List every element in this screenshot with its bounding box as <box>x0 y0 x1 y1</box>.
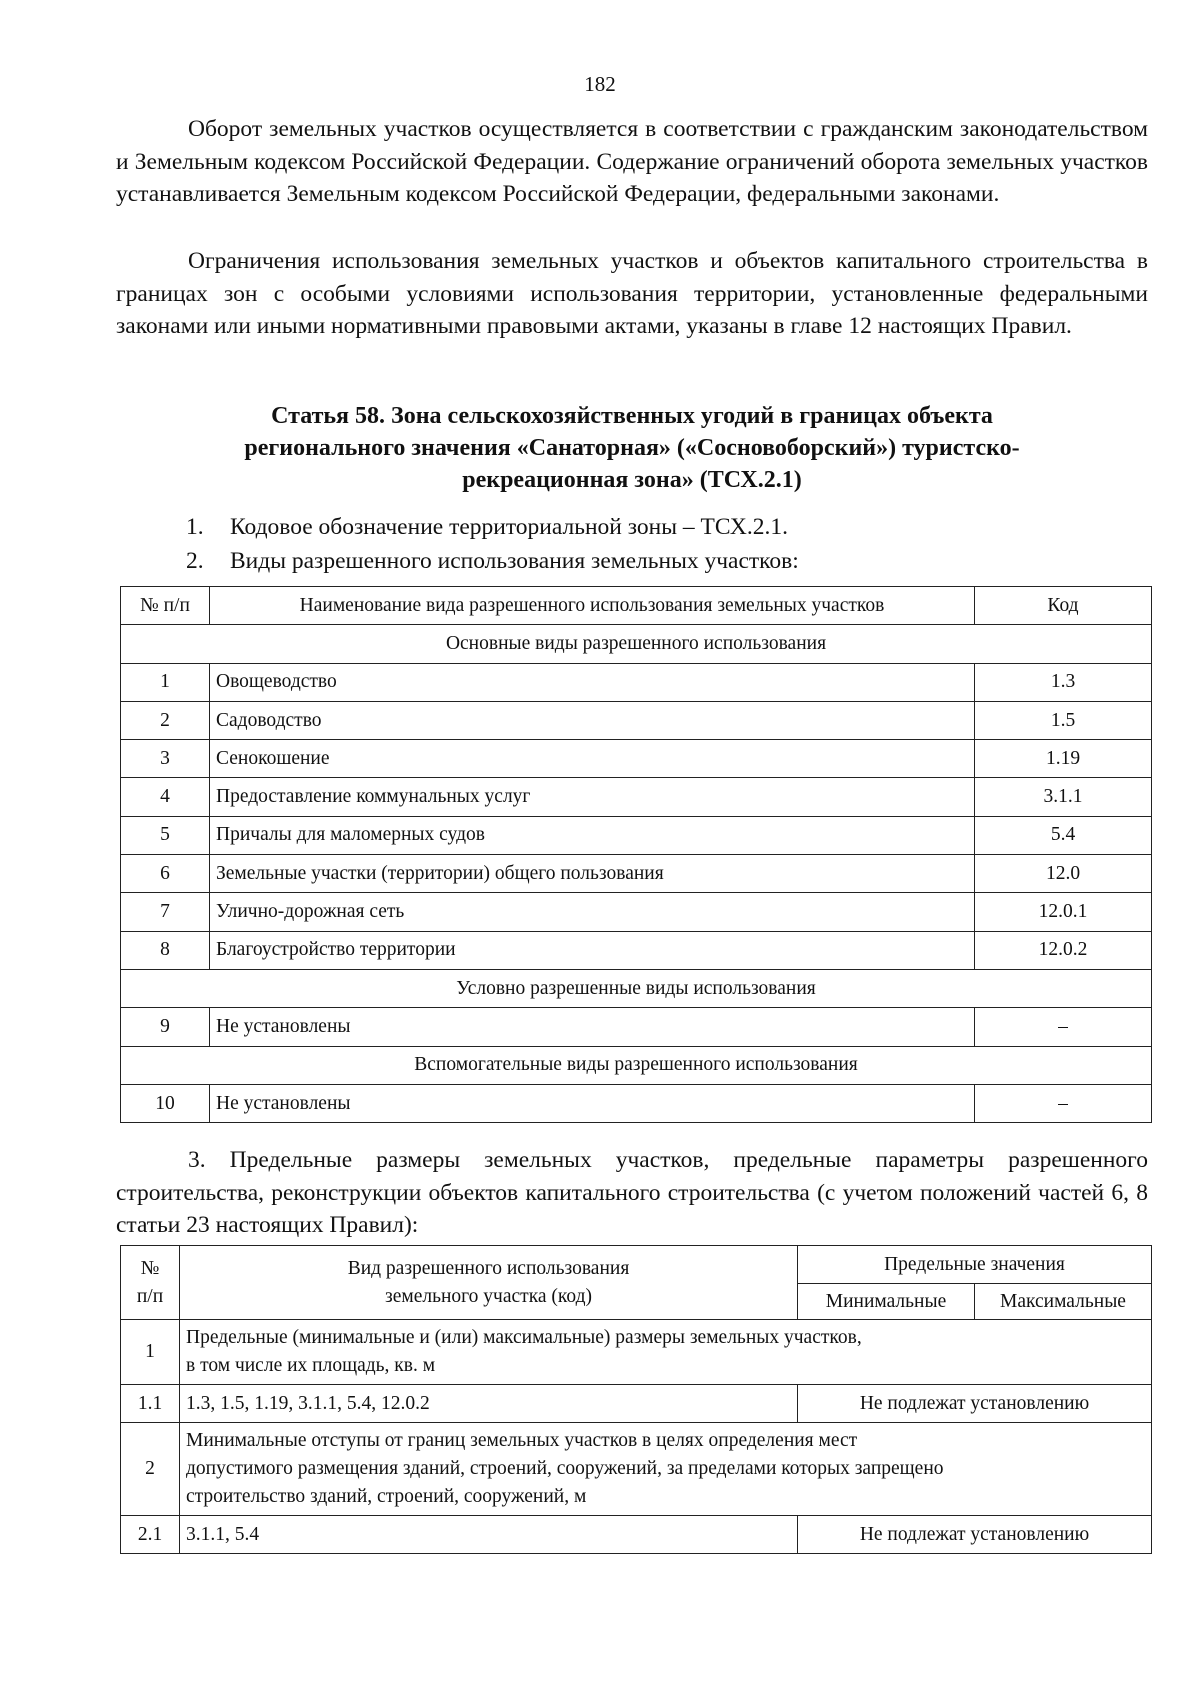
section-title: Основные виды разрешенного использования <box>121 625 1152 663</box>
header-name-line: Вид разрешенного использования <box>347 1257 630 1279</box>
row-code: 12.0 <box>975 855 1152 893</box>
paragraph-land-turnover: Оборот земельных участков осуществляется в соответствии с гражданским законодательством и Земельным кодексом Российской Федерации. Содержание ограничений оборота земельных участков устанавливается Земельным кодексом Российской Федерации, федеральными законами. <box>116 116 1148 208</box>
row-codes: 3.1.1, 5.4 <box>180 1516 798 1554</box>
header-num-line: № <box>140 1257 160 1279</box>
row-name: Благоустройство территории <box>210 931 975 969</box>
table-row <box>121 778 1152 816</box>
list-item-text: Кодовое обозначение территориальной зоны – ТСХ.2.1. <box>230 514 789 540</box>
header-num <box>121 1246 180 1320</box>
paragraph-limit-sizes: 3. Предельные размеры земельных участков, предельные параметры разрешенного строительства, реконструкции объектов капитального строительства (с учетом положений частей 6, 8 статьи 23 настоящих Правил): <box>116 1147 1148 1239</box>
row-value: Не подлежат установлению <box>798 1516 1152 1554</box>
row-description-line: Минимальные отступы от границ земельных участков в целях определения мест <box>186 1430 858 1451</box>
row-description-line: Предельные (минимальные и (или) максимальные) размеры земельных участков, <box>186 1327 862 1348</box>
table-row <box>121 740 1152 778</box>
list-item-number: 2. <box>186 548 204 574</box>
row-description-line: допустимого размещения зданий, строений, сооружений, за пределами которых запрещено <box>186 1458 944 1479</box>
row-name: Не установлены <box>210 1008 975 1046</box>
header-code: Код <box>975 587 1152 625</box>
row-description-line: в том числе их площадь, кв. м <box>186 1355 436 1376</box>
row-num: 1 <box>121 663 210 701</box>
row-codes: 1.3, 1.5, 1.19, 3.1.1, 5.4, 12.0.2 <box>180 1385 798 1423</box>
row-description-line: строительство зданий, строений, сооружений, м <box>186 1486 587 1507</box>
row-code: 1.3 <box>975 663 1152 701</box>
row-num: 7 <box>121 893 210 931</box>
section-row-main <box>121 625 1152 663</box>
row-value: Не подлежат установлению <box>798 1385 1152 1423</box>
row-num: 6 <box>121 855 210 893</box>
permitted-uses-table <box>120 586 1152 1123</box>
row-num: 2.1 <box>121 1516 180 1554</box>
section-row-auxiliary <box>121 1046 1152 1084</box>
row-num: 9 <box>121 1008 210 1046</box>
table-row <box>121 1516 1152 1554</box>
article-title <box>150 400 1114 496</box>
row-name: Садоводство <box>210 701 975 739</box>
table-row <box>121 1008 1152 1046</box>
table-row <box>121 1385 1152 1423</box>
table-row <box>121 931 1152 969</box>
list-item-text: Виды разрешенного использования земельных участков: <box>230 548 799 574</box>
header-name-line: земельного участка (код) <box>385 1285 592 1307</box>
table-header-row <box>121 587 1152 625</box>
table-row <box>121 663 1152 701</box>
header-max: Максимальные <box>975 1284 1152 1320</box>
header-num-line: п/п <box>136 1285 164 1307</box>
header-name: Наименование вида разрешенного использования земельных участков <box>210 587 975 625</box>
row-name: Причалы для маломерных судов <box>210 816 975 854</box>
list-item-permitted-uses <box>186 546 799 576</box>
row-num: 8 <box>121 931 210 969</box>
row-code: – <box>975 1084 1152 1122</box>
row-name: Сенокошение <box>210 740 975 778</box>
row-name: Овощеводство <box>210 663 975 701</box>
header-min: Минимальные <box>798 1284 975 1320</box>
row-description <box>180 1320 1152 1385</box>
limit-parameters-table <box>120 1245 1152 1554</box>
row-code: 3.1.1 <box>975 778 1152 816</box>
row-code: 5.4 <box>975 816 1152 854</box>
row-code: – <box>975 1008 1152 1046</box>
paragraph-usage-restrictions: Ограничения использования земельных участков и объектов капитального строительства в границах зон с особыми условиями использования территории, установленные федеральными законами или иными нормативными правовыми актами, указаны в главе 12 настоящих Правил. <box>116 248 1148 340</box>
row-code: 12.0.1 <box>975 893 1152 931</box>
section-row-conditional <box>121 969 1152 1007</box>
row-num: 2 <box>121 701 210 739</box>
list-item-zone-code <box>186 512 788 542</box>
section-title: Вспомогательные виды разрешенного использования <box>121 1046 1152 1084</box>
row-num: 3 <box>121 740 210 778</box>
row-name: Не установлены <box>210 1084 975 1122</box>
row-code: 1.5 <box>975 701 1152 739</box>
table-row <box>121 816 1152 854</box>
article-title-line: регионального значения «Санаторная» («Сосновоборский») туристско- <box>244 435 1020 461</box>
row-name: Земельные участки (территории) общего пользования <box>210 855 975 893</box>
row-code: 12.0.2 <box>975 931 1152 969</box>
header-limits: Предельные значения <box>798 1246 1152 1284</box>
list-item-number: 1. <box>186 514 204 540</box>
table-row <box>121 1423 1152 1516</box>
table-row <box>121 1320 1152 1385</box>
row-name: Улично-дорожная сеть <box>210 893 975 931</box>
table-row <box>121 701 1152 739</box>
row-description <box>180 1423 1152 1516</box>
table-row <box>121 893 1152 931</box>
header-num: № п/п <box>121 587 210 625</box>
row-name: Предоставление коммунальных услуг <box>210 778 975 816</box>
row-num: 4 <box>121 778 210 816</box>
table-row <box>121 1084 1152 1122</box>
section-title: Условно разрешенные виды использования <box>121 969 1152 1007</box>
row-num: 5 <box>121 816 210 854</box>
header-name <box>180 1246 798 1320</box>
table-header-row <box>121 1246 1152 1284</box>
row-num: 2 <box>121 1423 180 1516</box>
row-code: 1.19 <box>975 740 1152 778</box>
row-num: 1 <box>121 1320 180 1385</box>
row-num: 1.1 <box>121 1385 180 1423</box>
article-title-line: рекреационная зона» (ТСХ.2.1) <box>462 467 802 493</box>
article-title-line: Статья 58. Зона сельскохозяйственных угодий в границах объекта <box>271 403 993 429</box>
table-row <box>121 855 1152 893</box>
row-num: 10 <box>121 1084 210 1122</box>
page-number: 182 <box>584 72 616 96</box>
